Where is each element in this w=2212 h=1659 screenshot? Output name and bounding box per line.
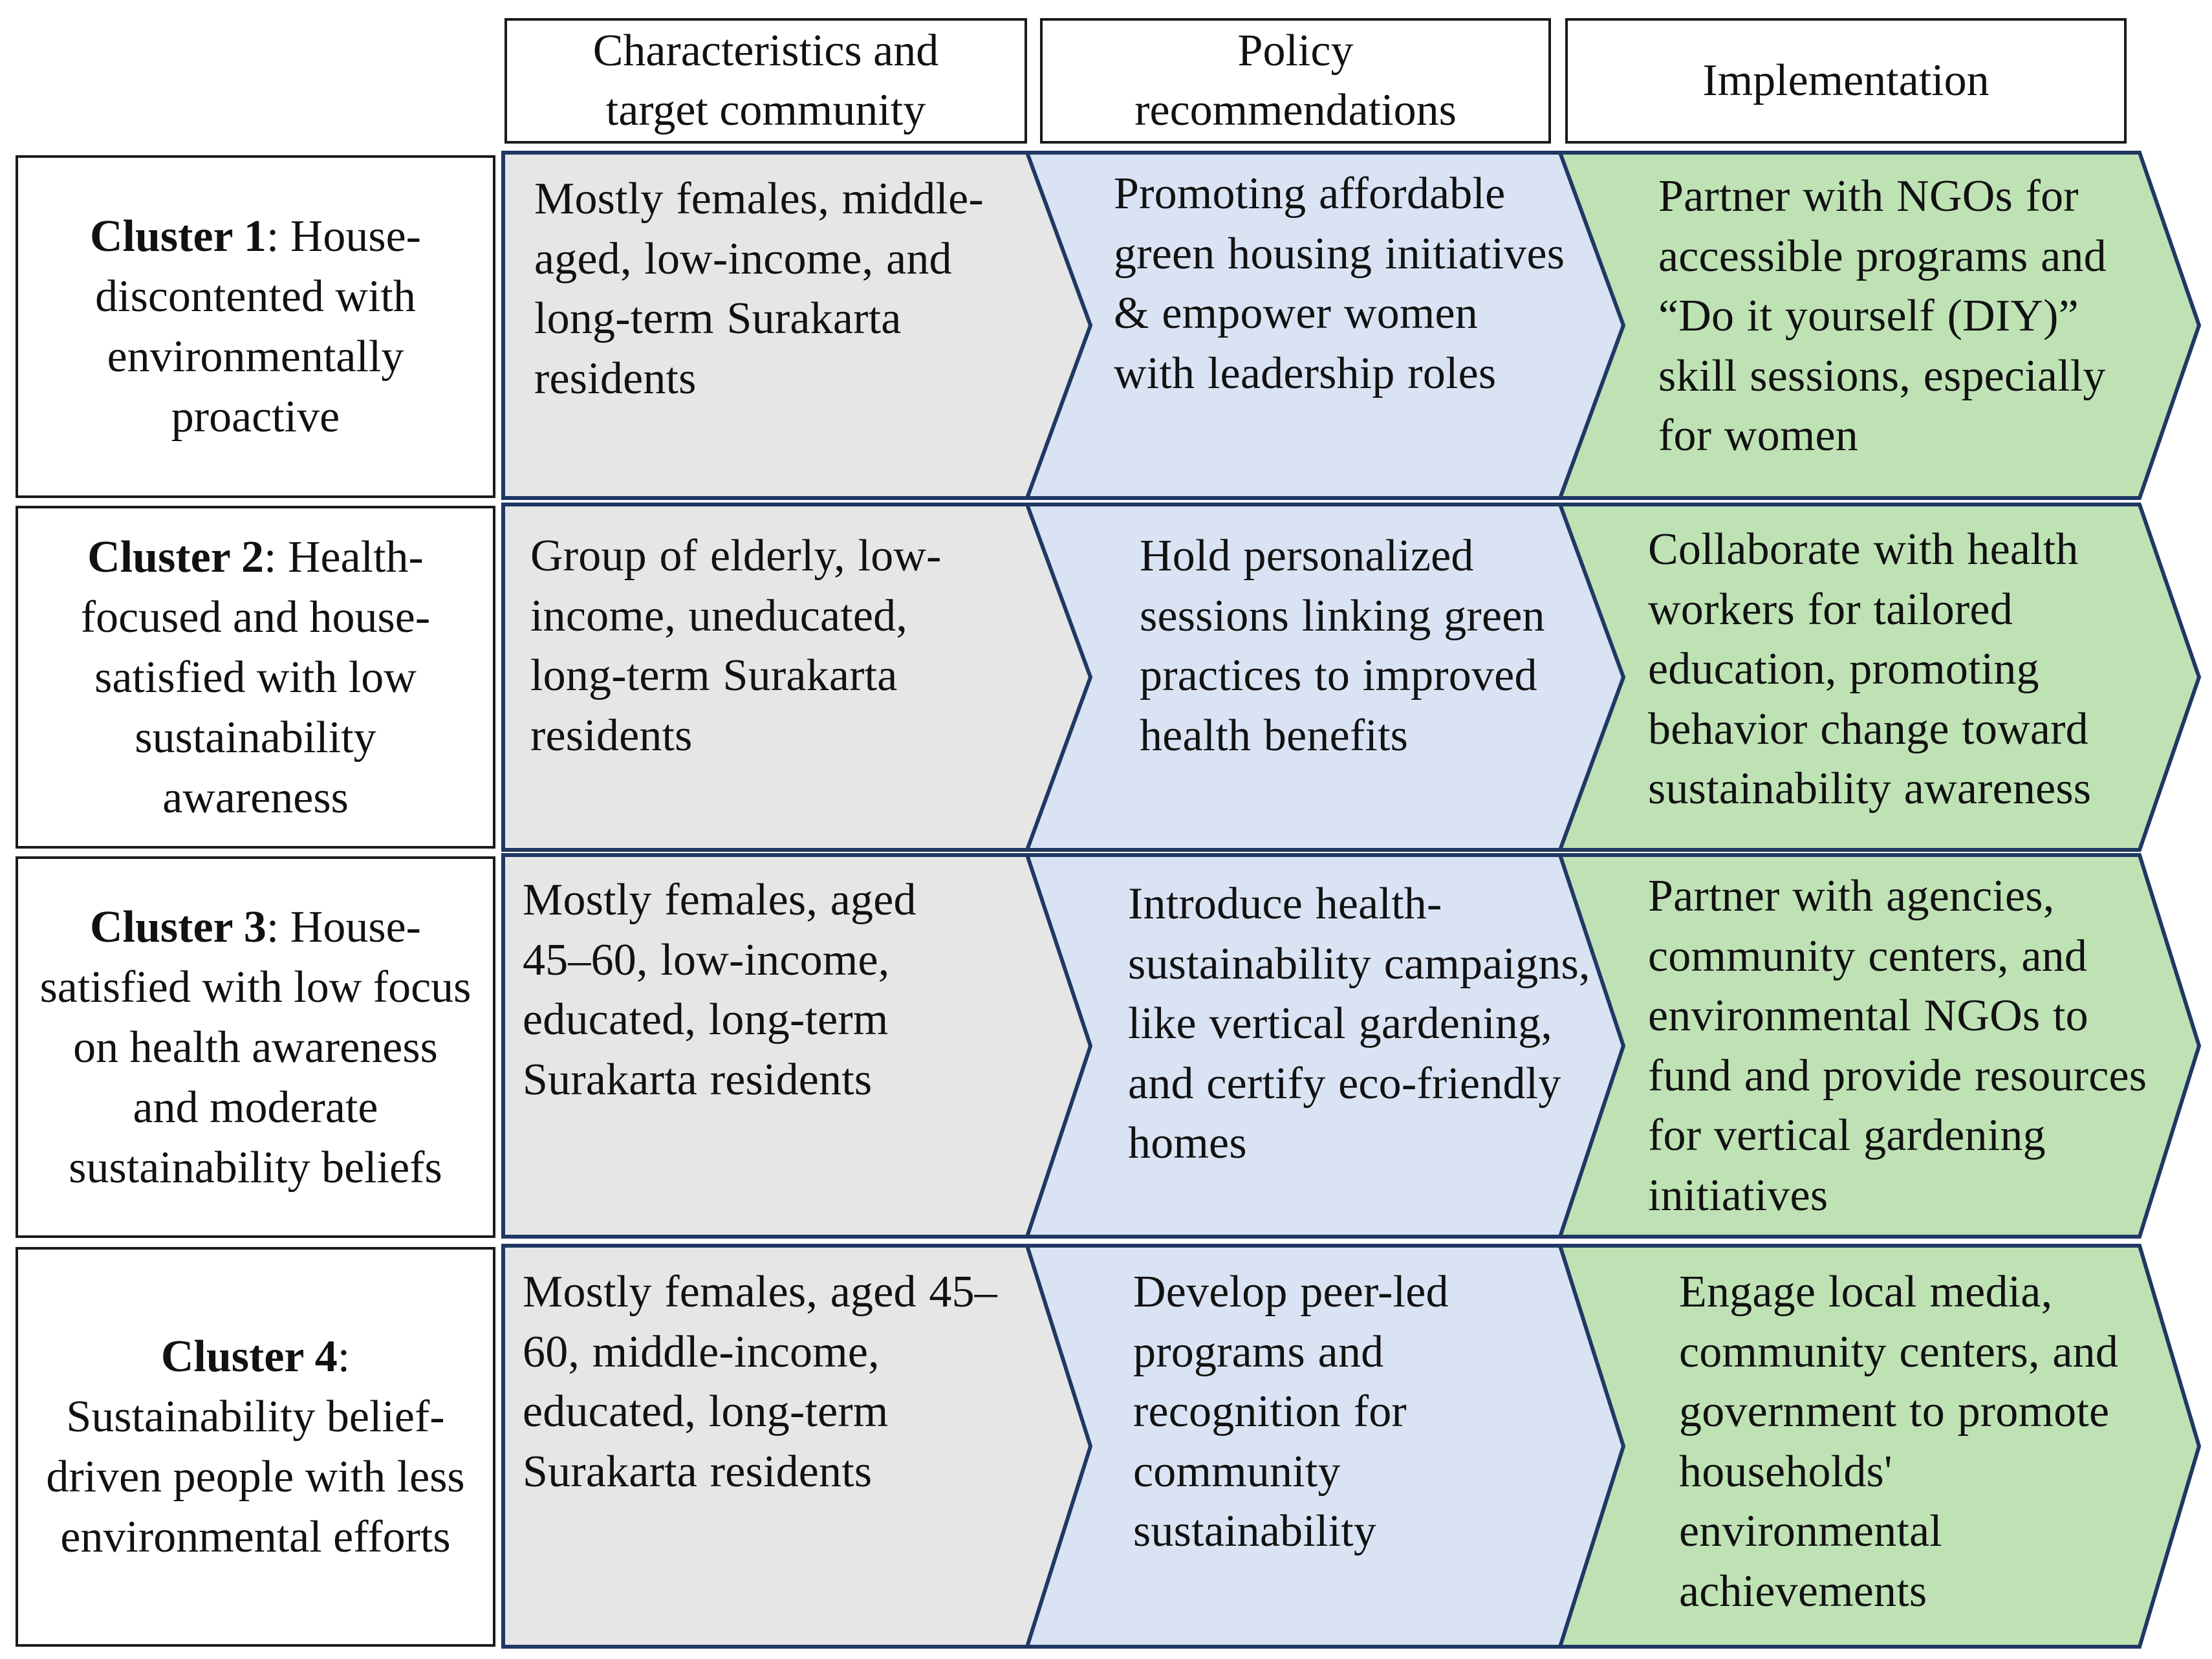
- implementation-text-2: Collaborate with health workers for tailored education, promoting behavior change toward sustainability awareness: [1648, 525, 2092, 814]
- cluster-name-2: : Health-focused and house-satisfied with low sustainability awareness: [80, 532, 431, 823]
- cluster-name-1: : House-discontented with environmentally proactive: [95, 211, 421, 442]
- cluster-title-4: Cluster 4: [160, 1332, 338, 1382]
- implementation-text-1: Partner with NGOs for accessible programs and “Do it yourself (DIY)” skill sessions, especially for women: [1658, 171, 2107, 461]
- cluster-title-2: Cluster 2: [87, 532, 264, 582]
- policy-text-3: Introduce health-sustainability campaigns, like vertical gardening, and certify eco-friendly homes: [1128, 879, 1590, 1168]
- policy-text-1: Promoting affordable green housing initiatives & empower women with leadership roles: [1114, 169, 1565, 398]
- characteristics-text-3: Mostly females, aged 45–60, low-income, educated, long-term Surakarta residents: [523, 875, 916, 1105]
- header-policy-label: Policy recommendations: [1134, 26, 1457, 135]
- cluster-name-3: : House-satisfied with low focus on health awareness and moderate sustainability beliefs: [39, 902, 472, 1193]
- header-characteristics-label: Characteristics and target community: [592, 26, 939, 135]
- characteristics-text-4: Mostly females, aged 45–60, middle-income, educated, long-term Surakarta residents: [523, 1267, 997, 1497]
- characteristics-text-1: Mostly females, middle-aged, low-income, and long-term Surakarta residents: [534, 174, 984, 404]
- policy-text-2: Hold personalized sessions linking green practices to improved health benefits: [1140, 531, 1545, 761]
- implementation-text-4: Engage local media, community centers, and government to promote households' environmental achievements: [1679, 1267, 2119, 1616]
- header-implementation-label: Implementation: [1702, 56, 1990, 105]
- implementation-text-3: Partner with agencies, community centers, and environmental NGOs to fund and provide resources for vertical gardening initiatives: [1648, 871, 2147, 1220]
- cluster-name-4: : Sustainability belief-driven people with less environmental efforts: [46, 1332, 465, 1562]
- characteristics-text-2: Group of elderly, low-income, uneducated, long-term Surakarta residents: [530, 531, 942, 761]
- cluster-title-3: Cluster 3: [90, 902, 266, 952]
- policy-text-4: Develop peer-led programs and recognition for community sustainability: [1133, 1267, 1449, 1556]
- cluster-title-1: Cluster 1: [90, 211, 266, 261]
